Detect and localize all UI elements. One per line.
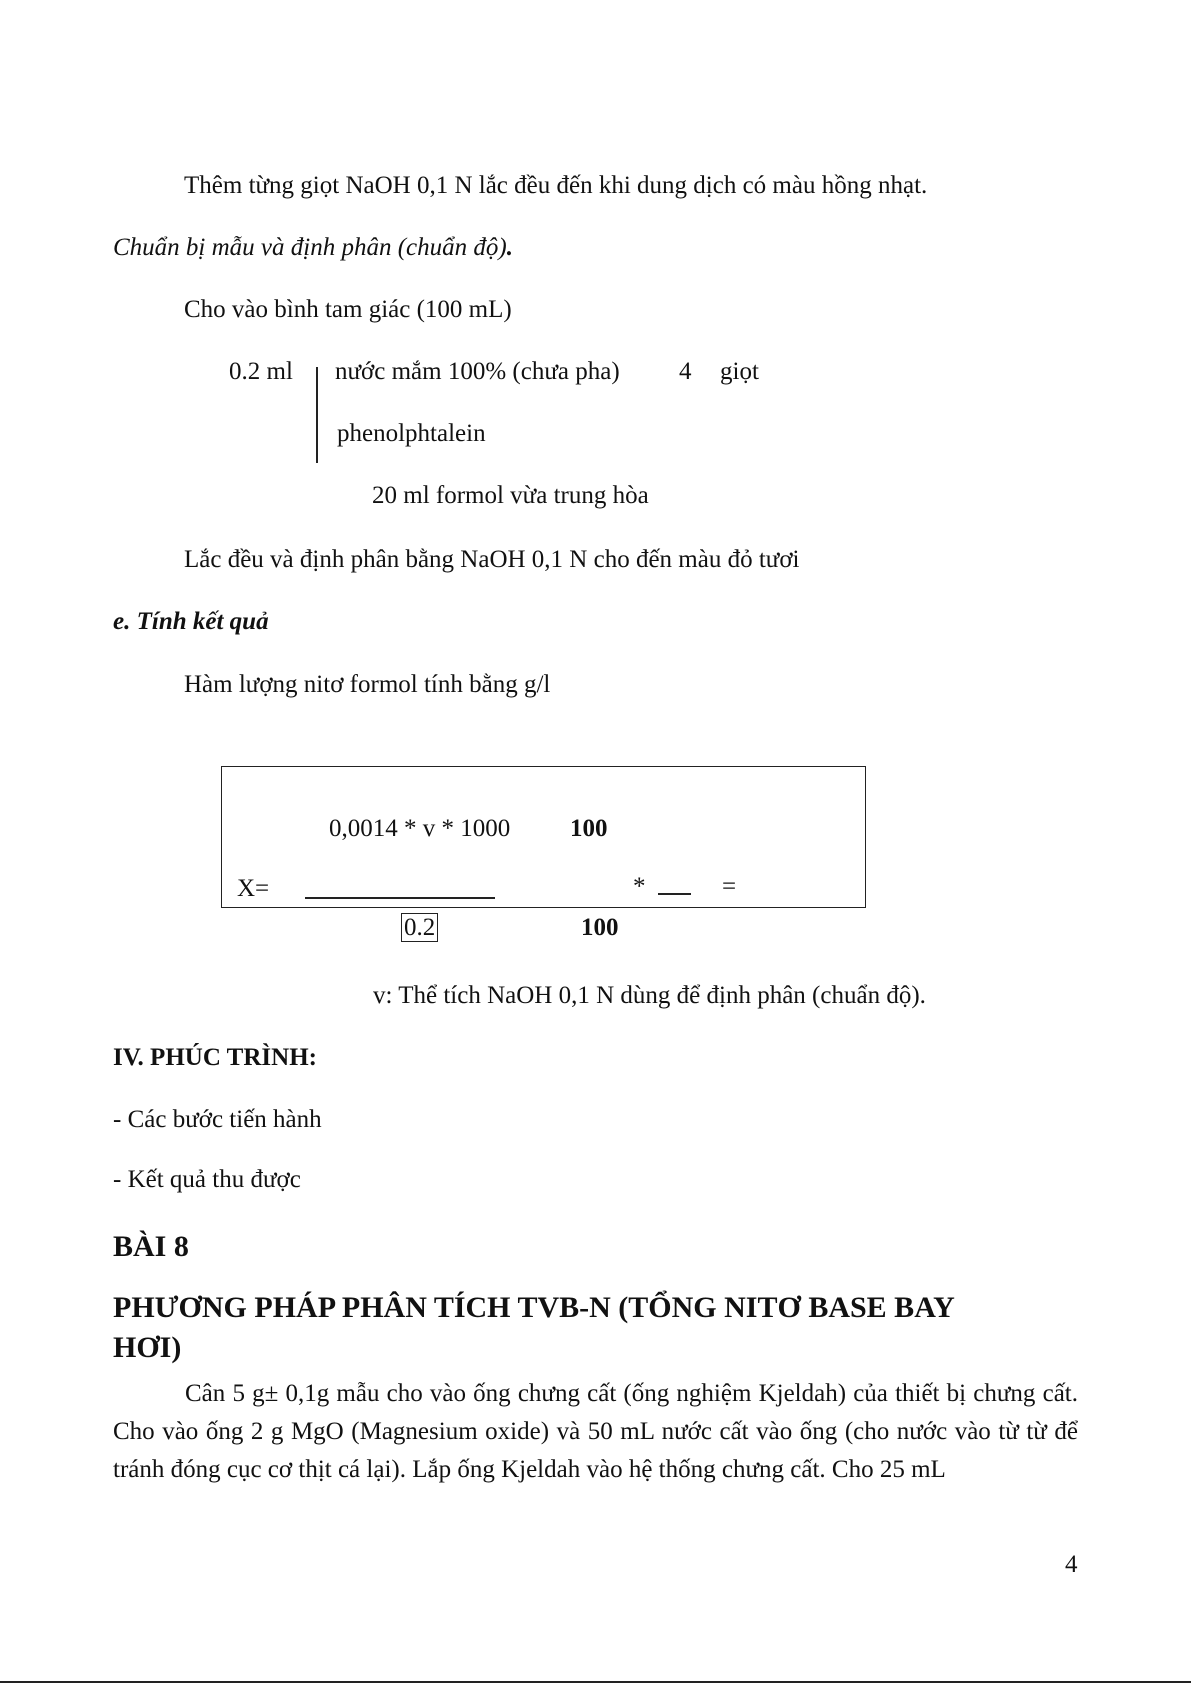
heading-sample-prep-text: Chuẩn bị mẫu và định phân (chuẩn độ) [113,234,507,261]
formula-lhs: X= [237,875,270,902]
formula-legend: v: Thể tích NaOH 0,1 N dùng để định phân (chuẩn độ). [373,982,926,1009]
heading-sample-prep [113,233,513,263]
report-item-steps: - Các bước tiến hành [113,1106,322,1133]
formula-denominator-value: 0.2 [401,913,438,942]
formula-box [221,766,866,908]
heading-result: e. Tính kết quả [113,608,269,635]
formula-factor-top: 100 [570,815,608,842]
text-volume-02: 0.2 ml [229,358,293,385]
lesson-number: BÀI 8 [113,1230,189,1263]
text-nitrogen-content: Hàm lượng nitơ formol tính bằng g/l [184,671,551,698]
formula-numerator: 0,0014 * v * 1000 [329,815,511,842]
lesson-paragraph: Cân 5 g± 0,1g mẫu cho vào ống chưng cất (ống nghiệm Kjeldah) của thiết bị chưng cất. Cho vào ống 2 g MgO (Magnesium oxide) và 50 mL nước cất vào ống (cho nước vào từ từ để tránh đóng cục cơ thịt cá lại). Lắp ống Kjeldah vào hệ thống chưng cất. Cho 25 mL [113,1380,1078,1483]
formula-fraction-line [305,897,495,899]
heading-sample-prep-dot: . [506,234,513,261]
bracket-line [316,367,318,463]
formula-equals: = [722,873,737,900]
text-drops-word: giọt [720,358,759,385]
formula-factor-bottom: 100 [581,914,619,941]
formula-small-fraction-line [658,893,691,895]
lesson-title-line1: PHƯƠNG PHÁP PHÂN TÍCH TVB-N (TỔNG NITƠ BASE BAY [113,1291,955,1324]
text-naoh-drop: Thêm từng giọt NaOH 0,1 N lắc đều đến khi dung dịch có màu hồng nhạt. [184,172,928,199]
text-formol: 20 ml formol vừa trung hòa [372,482,649,509]
text-drops-number: 4 [679,358,692,385]
text-phenolphtalein: phenolphtalein [337,420,486,447]
text-flask: Cho vào bình tam giác (100 mL) [184,296,512,323]
page-bottom-rule [0,1681,1191,1683]
heading-report: IV. PHÚC TRÌNH: [113,1044,317,1071]
text-shake-titrate: Lắc đều và định phân bằng NaOH 0,1 N cho đến màu đỏ tươi [184,546,800,573]
text-fish-sauce: nước mắm 100% (chưa pha) [335,358,620,385]
lesson-title-line2: HƠI) [113,1331,182,1364]
formula-star: * [633,873,646,900]
formula-denominator [401,913,438,943]
report-item-results: - Kết quả thu được [113,1166,301,1193]
page-number: 4 [1065,1551,1078,1578]
